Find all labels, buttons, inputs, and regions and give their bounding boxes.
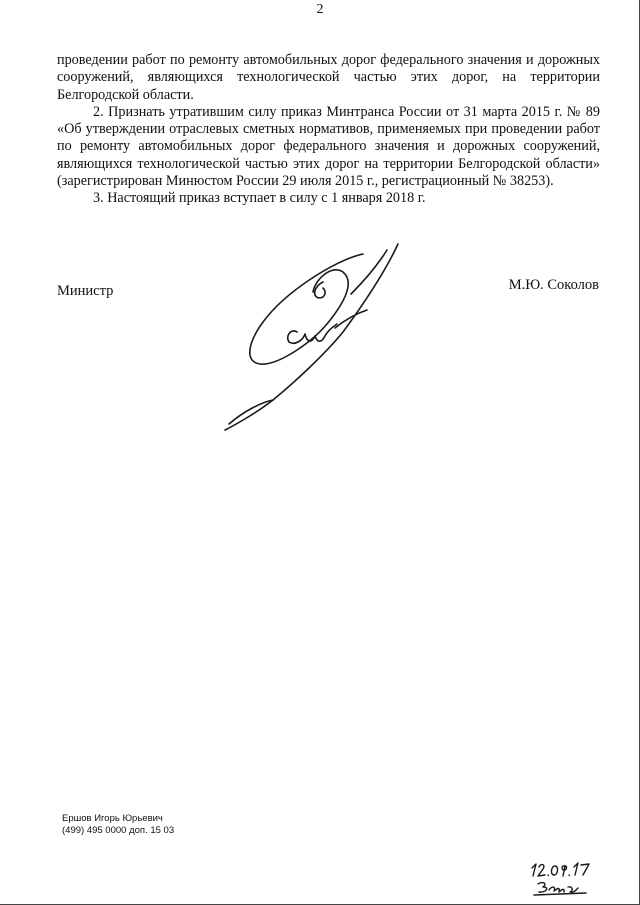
handwritten-signature [215,232,415,432]
contact-info [62,813,174,837]
signer-position: Министр [57,283,114,299]
contact-phone: (499) 495 0000 доп. 15 03 [62,825,175,836]
signer-name: М.Ю. Соколов [508,277,599,293]
paragraph-item-3: 3. Настоящий приказ вступает в силу с 1 января 2018 г. [93,190,426,207]
handwritten-date-note [528,860,598,900]
paragraph-item-2: 2. Признать утратившим силу приказ Минтранса России от 31 марта 2015 г. № 89 «Об утверждении отраслевых сметных нормативов, применяемых при проведении работ по ремонту автомобильных дорог федерального значения и дорожных сооружений, являющихся технологической частью этих дорог на территории Белгородской области» (зарегистрирован Минюстом России 29 июля 2015 г., регистрационный № 38253). [57,103,600,190]
page-number: 2 [316,2,324,17]
document-body [57,52,600,208]
paragraph-continuation: проведении работ по ремонту автомобильных дорог федерального значения и дорожных сооружений, являющихся технологической частью этих дорог, на территории Белгородской области. [57,52,600,103]
contact-name: Ершов Игорь Юрьевич [62,813,163,824]
